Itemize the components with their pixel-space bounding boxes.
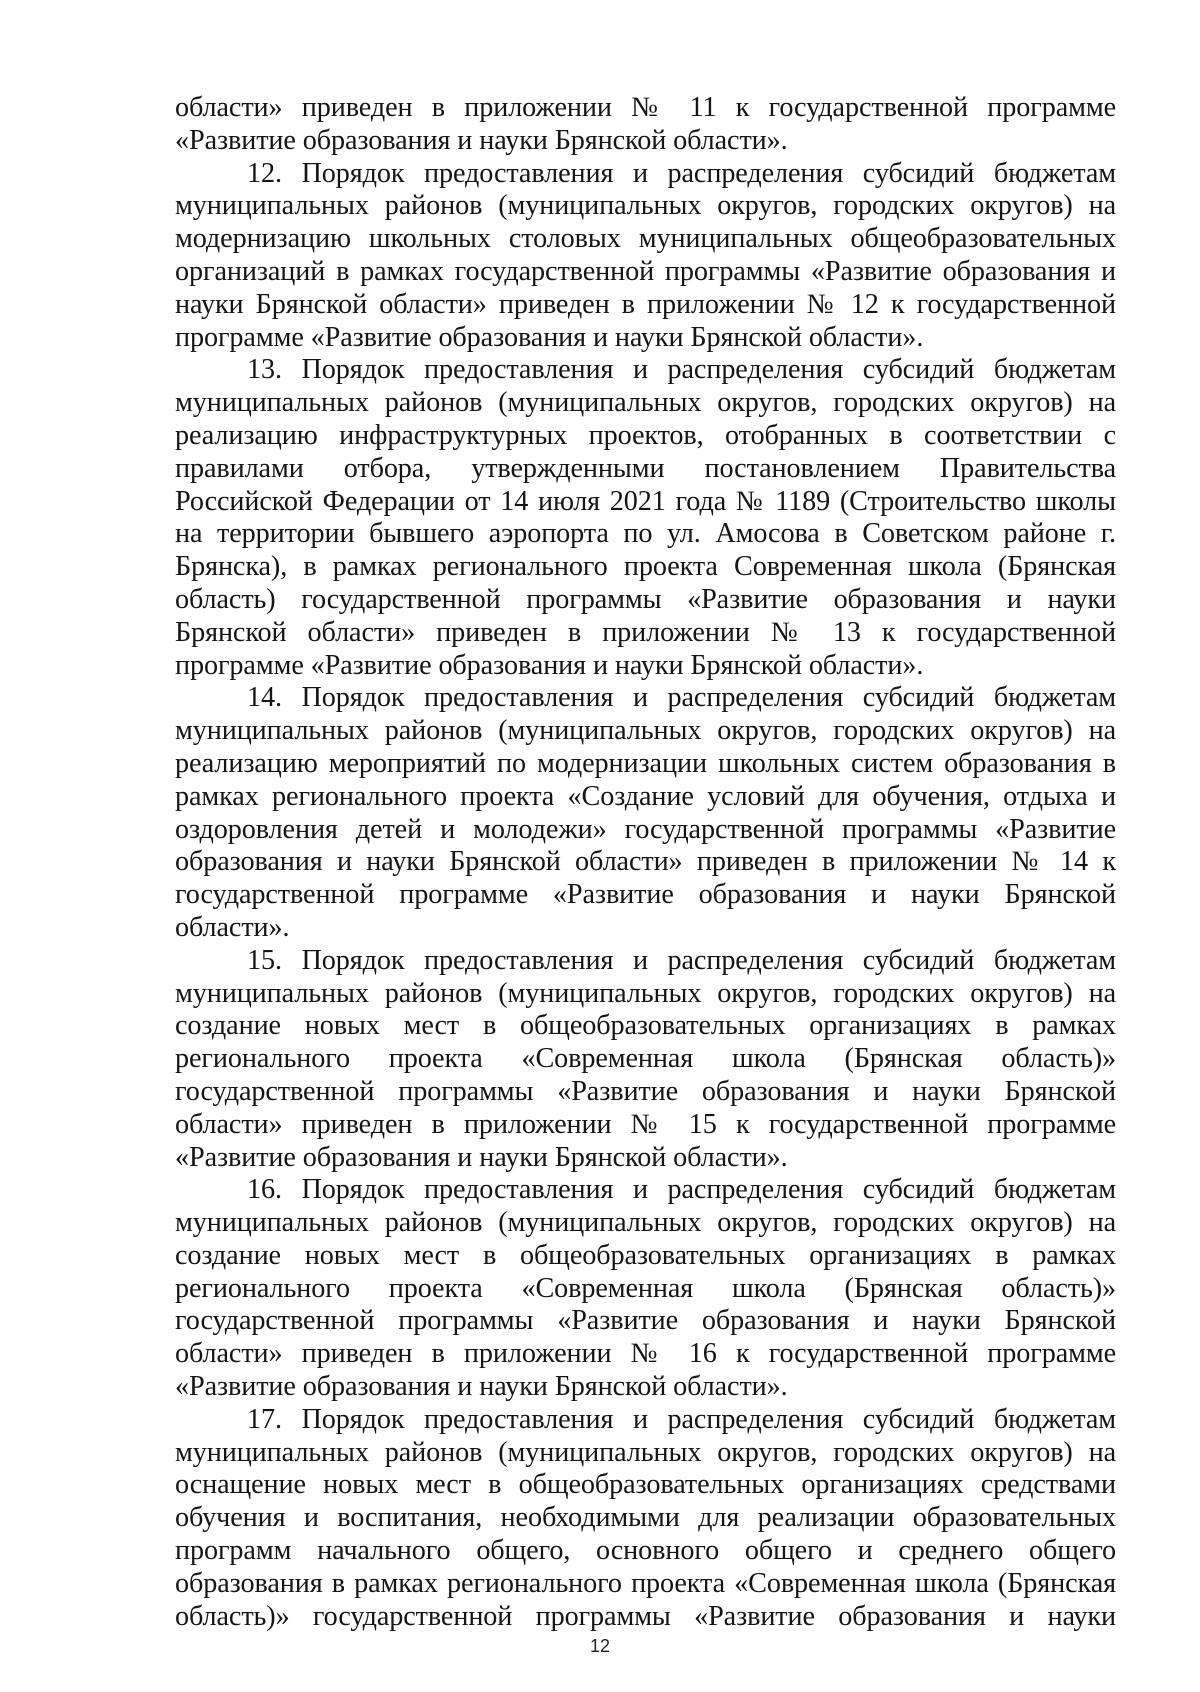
text-line: «Развитие образования и науки Брянской области». bbox=[175, 1371, 788, 1403]
text-line: муниципальных районов (муниципальных округов, городских округов) на bbox=[175, 977, 1116, 1009]
paragraph-continuation bbox=[175, 92, 1116, 158]
paragraph-item-16 bbox=[175, 1174, 1116, 1404]
text-line: Российской Федерации от 14 июля 2021 года № 1189 (Строительство школы bbox=[175, 485, 1116, 517]
text-line: образования и науки Брянской области» приведен в приложении № 14 к bbox=[175, 846, 1116, 878]
text-line: «Развитие образования и науки Брянской области». bbox=[175, 1141, 788, 1173]
text-line: реализацию инфраструктурных проектов, отобранных в соответствии с bbox=[175, 419, 1116, 451]
page-number: 12 bbox=[589, 1636, 611, 1656]
text-line: области». bbox=[175, 911, 290, 943]
text-line: «Развитие образования и науки Брянской области». bbox=[175, 124, 788, 156]
text-line: правилами отбора, утвержденными постановлением Правительства bbox=[175, 452, 1116, 484]
paragraph-item-17 bbox=[175, 1404, 1116, 1634]
text-line: программе «Развитие образования и науки Брянской области». bbox=[175, 321, 924, 353]
text-line: обучения и воспитания, необходимыми для реализации образовательных bbox=[175, 1502, 1116, 1534]
text-line: рамках регионального проекта «Создание условий для обучения, отдыха и bbox=[175, 780, 1116, 812]
paragraph-item-13 bbox=[175, 354, 1116, 682]
text-line: создание новых мест в общеобразовательных организациях в рамках bbox=[175, 1239, 1116, 1271]
text-line: муниципальных районов (муниципальных округов, городских округов) на bbox=[175, 1207, 1116, 1239]
text-line: область)» государственной программы «Развитие образования и науки bbox=[175, 1600, 1116, 1632]
text-line: программе «Развитие образования и науки Брянской области». bbox=[175, 649, 924, 681]
text-line: области» приведен в приложении № 15 к государственной программе bbox=[175, 1108, 1116, 1140]
text-line: 17. Порядок предоставления и распределения субсидий бюджетам bbox=[247, 1403, 1116, 1435]
paragraph-item-12 bbox=[175, 158, 1116, 355]
text-line: 15. Порядок предоставления и распределения субсидий бюджетам bbox=[247, 944, 1116, 976]
text-line: оснащение новых мест в общеобразовательных организациях средствами bbox=[175, 1469, 1116, 1501]
text-line: регионального проекта «Современная школа (Брянская область)» bbox=[175, 1043, 1116, 1075]
text-line: муниципальных районов (муниципальных округов, городских округов) на bbox=[175, 190, 1116, 222]
text-line: Брянска), в рамках регионального проекта Современная школа (Брянская bbox=[175, 551, 1116, 583]
text-line: области» приведен в приложении № 11 к государственной программе bbox=[175, 92, 1116, 123]
text-line: 16. Порядок предоставления и распределения субсидий бюджетам bbox=[247, 1174, 1116, 1206]
text-line: программ начального общего, основного общего и среднего общего bbox=[175, 1535, 1116, 1567]
text-line: 13. Порядок предоставления и распределения субсидий бюджетам bbox=[247, 354, 1116, 386]
text-line: муниципальных районов (муниципальных округов, городских округов) на bbox=[175, 1436, 1116, 1468]
text-line: Брянской области» приведен в приложении № 13 к государственной bbox=[175, 616, 1116, 648]
text-line: на территории бывшего аэропорта по ул. Амосова в Советском районе г. bbox=[175, 518, 1116, 550]
text-line: муниципальных районов (муниципальных округов, городских округов) на bbox=[175, 715, 1116, 747]
text-line: 14. Порядок предоставления и распределения субсидий бюджетам bbox=[247, 682, 1116, 714]
text-line: науки Брянской области» приведен в приложении № 12 к государственной bbox=[175, 288, 1116, 320]
text-line: модернизацию школьных столовых муниципальных общеобразовательных bbox=[175, 223, 1116, 255]
paragraph-item-15 bbox=[175, 945, 1116, 1175]
text-line: 12. Порядок предоставления и распределения субсидий бюджетам bbox=[247, 157, 1116, 189]
text-line: область) государственной программы «Развитие образования и науки bbox=[175, 583, 1116, 615]
text-line: муниципальных районов (муниципальных округов, городских округов) на bbox=[175, 387, 1116, 419]
text-line: образования в рамках регионального проекта «Современная школа (Брянская bbox=[175, 1567, 1116, 1599]
text-line: государственной программы «Развитие образования и науки Брянской bbox=[175, 1075, 1116, 1107]
text-line: государственной программы «Развитие образования и науки Брянской bbox=[175, 1305, 1116, 1337]
text-line: организаций в рамках государственной программы «Развитие образования и bbox=[175, 255, 1116, 287]
document-body bbox=[175, 92, 1116, 1633]
text-line: реализацию мероприятий по модернизации школьных систем образования в bbox=[175, 747, 1116, 779]
text-line: создание новых мест в общеобразовательных организациях в рамках bbox=[175, 1010, 1116, 1042]
paragraph-item-14 bbox=[175, 682, 1116, 944]
text-line: государственной программе «Развитие образования и науки Брянской bbox=[175, 879, 1116, 911]
text-line: регионального проекта «Современная школа (Брянская область)» bbox=[175, 1272, 1116, 1304]
text-line: оздоровления детей и молодежи» государственной программы «Развитие bbox=[175, 813, 1116, 845]
text-line: области» приведен в приложении № 16 к государственной программе bbox=[175, 1338, 1116, 1370]
